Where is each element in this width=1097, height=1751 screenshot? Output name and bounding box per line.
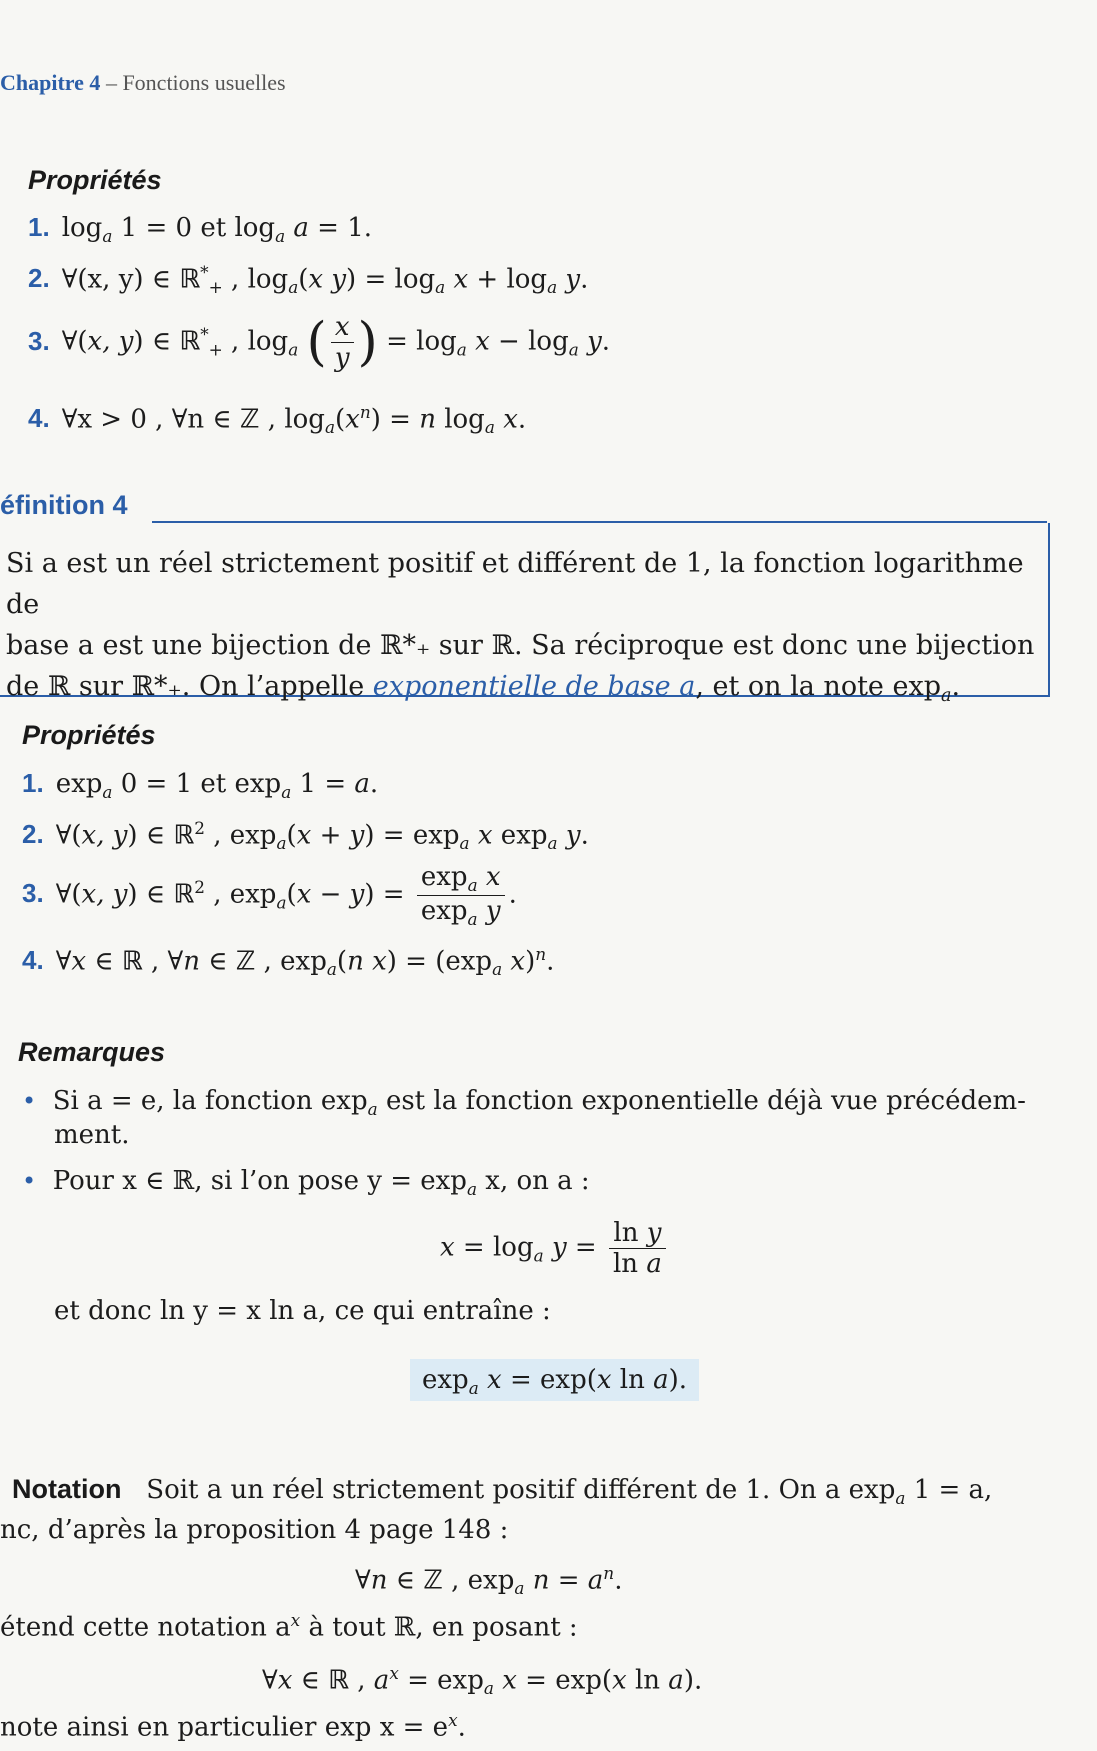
property-item-4: 4. ∀x > 0 , ∀n ∈ ℤ , $\log_a(x^n) = n$ $\log_a x$. [28,402,527,438]
remark-2-conclusion: et donc ln y = x ln a, ce qui entraîne : [54,1296,551,1326]
property-item-1: 1. $\log_a 1 = 0$ et $\log_a a = 1$. [28,212,373,246]
equation-exp-highlight: $\exp_a x = \exp(x$ ln a). [410,1365,699,1398]
remark-2: • Pour x ∈ ℝ, si l’on pose $y = \exp_a x$, on a : [22,1166,590,1199]
remark-1-line-1: • Si a = e, la fonction $\exp_a$ est la fonction exponentielle déjà vue précédem- [22,1086,1026,1119]
term-exponentielle: exponentielle de base a [372,671,696,702]
bullet-icon: • [22,1087,37,1115]
bullet-icon: • [22,1167,37,1195]
equation-log-ratio: $x = \log_a y$ = $\frac{\text{ln y}}{\text{ln a}}$ [440,1218,670,1279]
remark-1-line-2: ment. [54,1120,130,1150]
property2-item-4: 4. ∀x ∈ ℝ , ∀n ∈ ℤ , $\exp_a(n$ $x) = (\exp_a$ x)$^n$. [22,944,555,980]
notation-line-1: Notation Soit a un réel strictement positif différent de 1. On a $\exp_a 1 = a$, [12,1474,993,1508]
property2-item-2: 2. ∀(x, y) ∈ ℝ$^2$ , $\exp_a(x + y) = \exp_a x$ $\exp_a y$. [22,818,589,854]
definition-title: éfinition 4 [0,490,128,520]
property-item-3: 3. ∀(x, y) ∈ ℝ*$_+$ , $\log_a$ ( $\frac{x}{y}$ ) = $\log_a x - \log_a y$. [28,312,611,373]
notation-line-4: note ainsi en particulier $\exp x = e^x$. [0,1710,466,1743]
property2-item-3: 3. ∀(x, y) ∈ ℝ$^2$ , $\exp_a(x - y)$ = $\frac{\exp_a x}{\exp_a y}$ . [22,862,517,929]
chapter-title: Fonctions usuelles [122,70,286,95]
chapter-number: Chapitre 4 [0,70,101,95]
chapter-header: Chapitre 4 – Fonctions usuelles [0,70,286,95]
equation-exp-n: ∀n ∈ ℤ , $\exp_a n = a^n$. [355,1563,623,1599]
notation-line-3: étend cette notation $a^x$ à tout ℝ, en posant : [0,1610,578,1643]
property-item-2: 2. ∀(x, y) ∈ ℝ*$_+$ , $\log_a(x$ $y) = \log_a x + \log_a y$. [28,262,589,298]
section-title-remarques: Remarques [18,1037,166,1067]
notation-line-2: nc, d’après la proposition 4 page 148 : [0,1515,509,1545]
section-title-proprietes: Propriétés [28,165,162,195]
property2-item-1: 1. $\exp_a 0 = 1$ et $\exp_a 1 = a$. [22,768,379,802]
definition-text: Si a est un réel strictement positif et différent de 1, la fonction logarithme de base a est une bijection de ℝ*₊ sur ℝ. Sa réciproque est donc une bijection de ℝ sur ℝ*₊. On l’appelle exponentielle de base a, et on la note $\exp_a$. [6,548,1035,707]
equation-a-power-x: ∀x ∈ ℝ , $a^x = \exp_a x = \exp(x$ ln a). [262,1663,703,1699]
section-title-proprietes-2: Propriétés [22,720,156,750]
notation-label: Notation [12,1474,122,1504]
